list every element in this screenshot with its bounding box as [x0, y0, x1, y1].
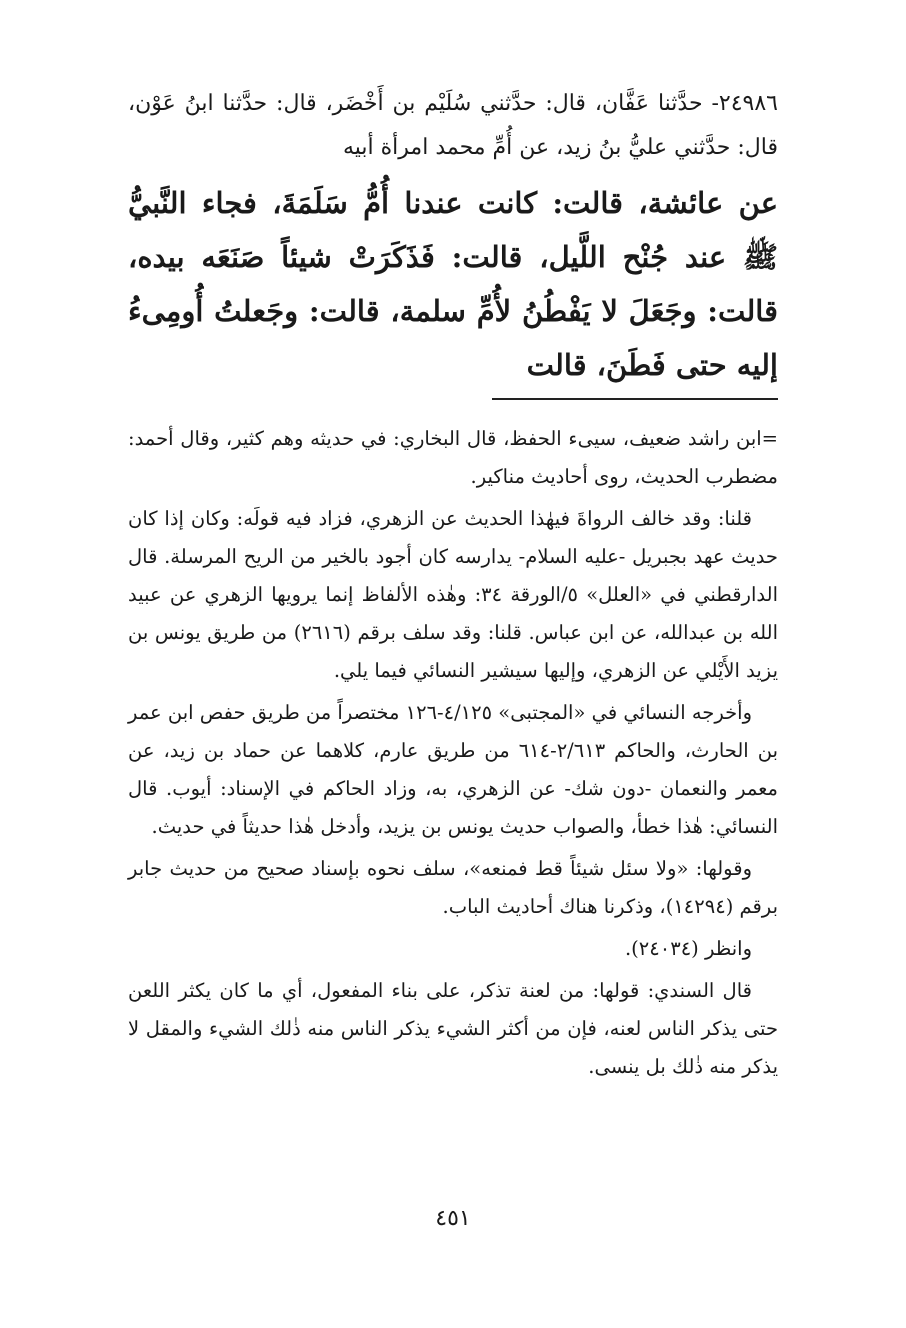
footnote-paragraph: وقولها: «ولا سئل شيئاً قط فمنعه»، سلف نحوه بإسناد صحيح من حديث جابر برقم (١٤٢٩٤)، وذكرنا هناك أحاديث الباب.	[128, 857, 778, 918]
page-number: ٤٥١	[435, 1206, 471, 1231]
footnote-divider	[492, 398, 778, 400]
footnote-paragraph: =ابن راشد ضعيف، سيىء الحفظ، قال البخاري: في حديثه وهم كثير، وقال أحمد: مضطرب الحديث، روى أحاديث مناكير.	[128, 427, 778, 488]
footnote-paragraph: قال السندي: قولها: من لعنة تذكر، على بناء المفعول، أي ما كان يكثر اللعن حتى يذكر الناس لعنه، فإن من أكثر الشيء يذكر الناس منه ذٰلك الشيء والمقل لا يذكر منه ذٰلك بل ينسى.	[128, 979, 778, 1078]
footnote-paragraph: قلنا: وقد خالف الرواةَ فيهٰذا الحديث عن الزهري، فزاد فيه قولَه: وكان إذا كان حديث عهد بجبريل -عليه السلام- يدارسه كان أجود بالخير من الريح المرسلة. قال الدارقطني في «العلل» ٥/الورقة ٣٤: وهٰذه الألفاظ إنما يرويها الزهري عن عبيد الله بن عبدالله، عن ابن عباس. قلنا: وقد سلف برقم (٢٦١٦) من طريق يونس بن يزيد الأَيْلي عن الزهري، وإليها سيشير النسائي فيما يلي.	[128, 507, 778, 682]
footnote-paragraph: وانظر (٢٤٠٣٤).	[624, 937, 752, 960]
hadith-text	[128, 82, 778, 392]
hadith-isnad: ٢٤٩٨٦- حدَّثنا عَفَّان، قال: حدَّثني سُلَيْم بن أَخْضَر، قال: حدَّثنا ابنُ عَوْن، قال: حدَّثني عليُّ بنُ زيد، عن أُمِّ محمد امرأة أبيه	[128, 91, 778, 160]
hadith-matn: عن عائشة، قالت: كانت عندنا أُمُّ سَلَمَةَ، فجاء النَّبيُّ ﷺ عند جُنْح اللَّيل، قالت: فَذَكَرَتْ شيئاً صَنَعَه بيده، قالت: وجَعَلَ لا يَفْطُنُ لأُمِّ سلمة، قالت: وجَعلتُ أُومِىءُ إليه حتى فَطَنَ، قالت	[128, 186, 778, 382]
footnote-paragraph: وأخرجه النسائي في «المجتبى» ٤/١٢٥-١٢٦ مختصراً من طريق حفص ابن عمر بن الحارث، والحاكم ٢/٦١٣-٦١٤ من طريق عارم، كلاهما عن حماد بن زيد، عن معمر والنعمان -دون شك- عن الزهري، به، وزاد الحاكم في الإسناد: أيوب. قال النسائي: هٰذا خطأ، والصواب حديث يونس بن يزيد، وأدخل هٰذا حديثاً في حديث.	[128, 701, 778, 838]
footnotes	[128, 420, 778, 1090]
